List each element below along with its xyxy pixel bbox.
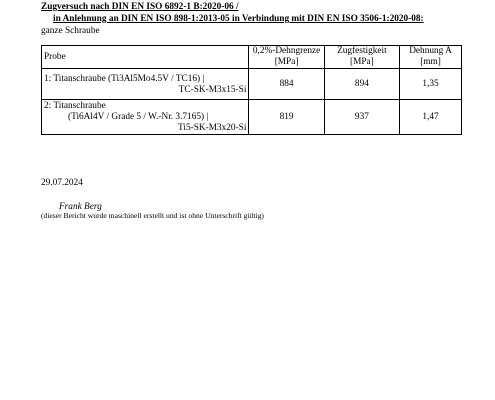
- header-dehngrenze-unit: [MPa]: [274, 57, 299, 67]
- report-standard-reference: in Anlehnung an DIN EN ISO 898-1:2013-05 in Verbindung mit DIN EN ISO 3506-1:2020-08:: [53, 14, 424, 24]
- probe-name: 1: Titanschraube (Ti3Al5Mo4.5V / TC16) |: [44, 73, 205, 84]
- cell-zugfestigkeit: 894: [324, 69, 399, 100]
- table-header-row: [42, 46, 462, 69]
- header-zugfestigkeit-label: Zugfestigkeit: [337, 46, 387, 56]
- header-dehnung: [400, 46, 462, 69]
- probe-code: TC-SK-M3x15-Si: [178, 84, 247, 95]
- header-zugfestigkeit: [324, 46, 399, 69]
- header-dehngrenze-label: 0,2%-Dehngrenze: [252, 46, 321, 56]
- probe-name: 2: Titanschraube: [44, 101, 106, 111]
- probe-code: Ti5-SK-M3x20-Si: [178, 123, 247, 133]
- signature-note: (dieser Bericht wurde maschinell erstellt und ist ohne Unterschrift gültig): [41, 211, 264, 220]
- cell-dehngrenze: 819: [249, 100, 324, 135]
- results-table: [41, 45, 462, 135]
- report-title: Zugversuch nach DIN EN ISO 6892-1 B:2020-06 /: [41, 2, 239, 12]
- table-row: [42, 69, 462, 100]
- header-dehnung-unit: [mm]: [420, 57, 441, 67]
- cell-dehngrenze: 884: [249, 69, 324, 100]
- signature-name: Frank Berg: [59, 202, 102, 212]
- table-row: [42, 100, 462, 135]
- cell-probe: [42, 69, 249, 100]
- cell-dehnung: 1,35: [400, 69, 462, 100]
- header-probe: [42, 46, 249, 69]
- header-dehnung-label: Dehnung A: [409, 46, 452, 56]
- cell-probe: [42, 100, 249, 135]
- header-zugfestigkeit-unit: [MPa]: [350, 57, 374, 67]
- report-header: [41, 1, 481, 37]
- cell-zugfestigkeit: 937: [324, 100, 399, 135]
- header-dehngrenze: [249, 46, 324, 69]
- report-specimen-type: ganze Schraube: [41, 26, 100, 36]
- header-probe-label: Probe: [44, 51, 66, 62]
- cell-dehnung: 1,47: [400, 100, 462, 135]
- report-date: 29.07.2024: [41, 178, 83, 188]
- probe-material: (Ti6Al4V / Grade 5 / W.-Nr. 3.7165) |: [68, 112, 209, 122]
